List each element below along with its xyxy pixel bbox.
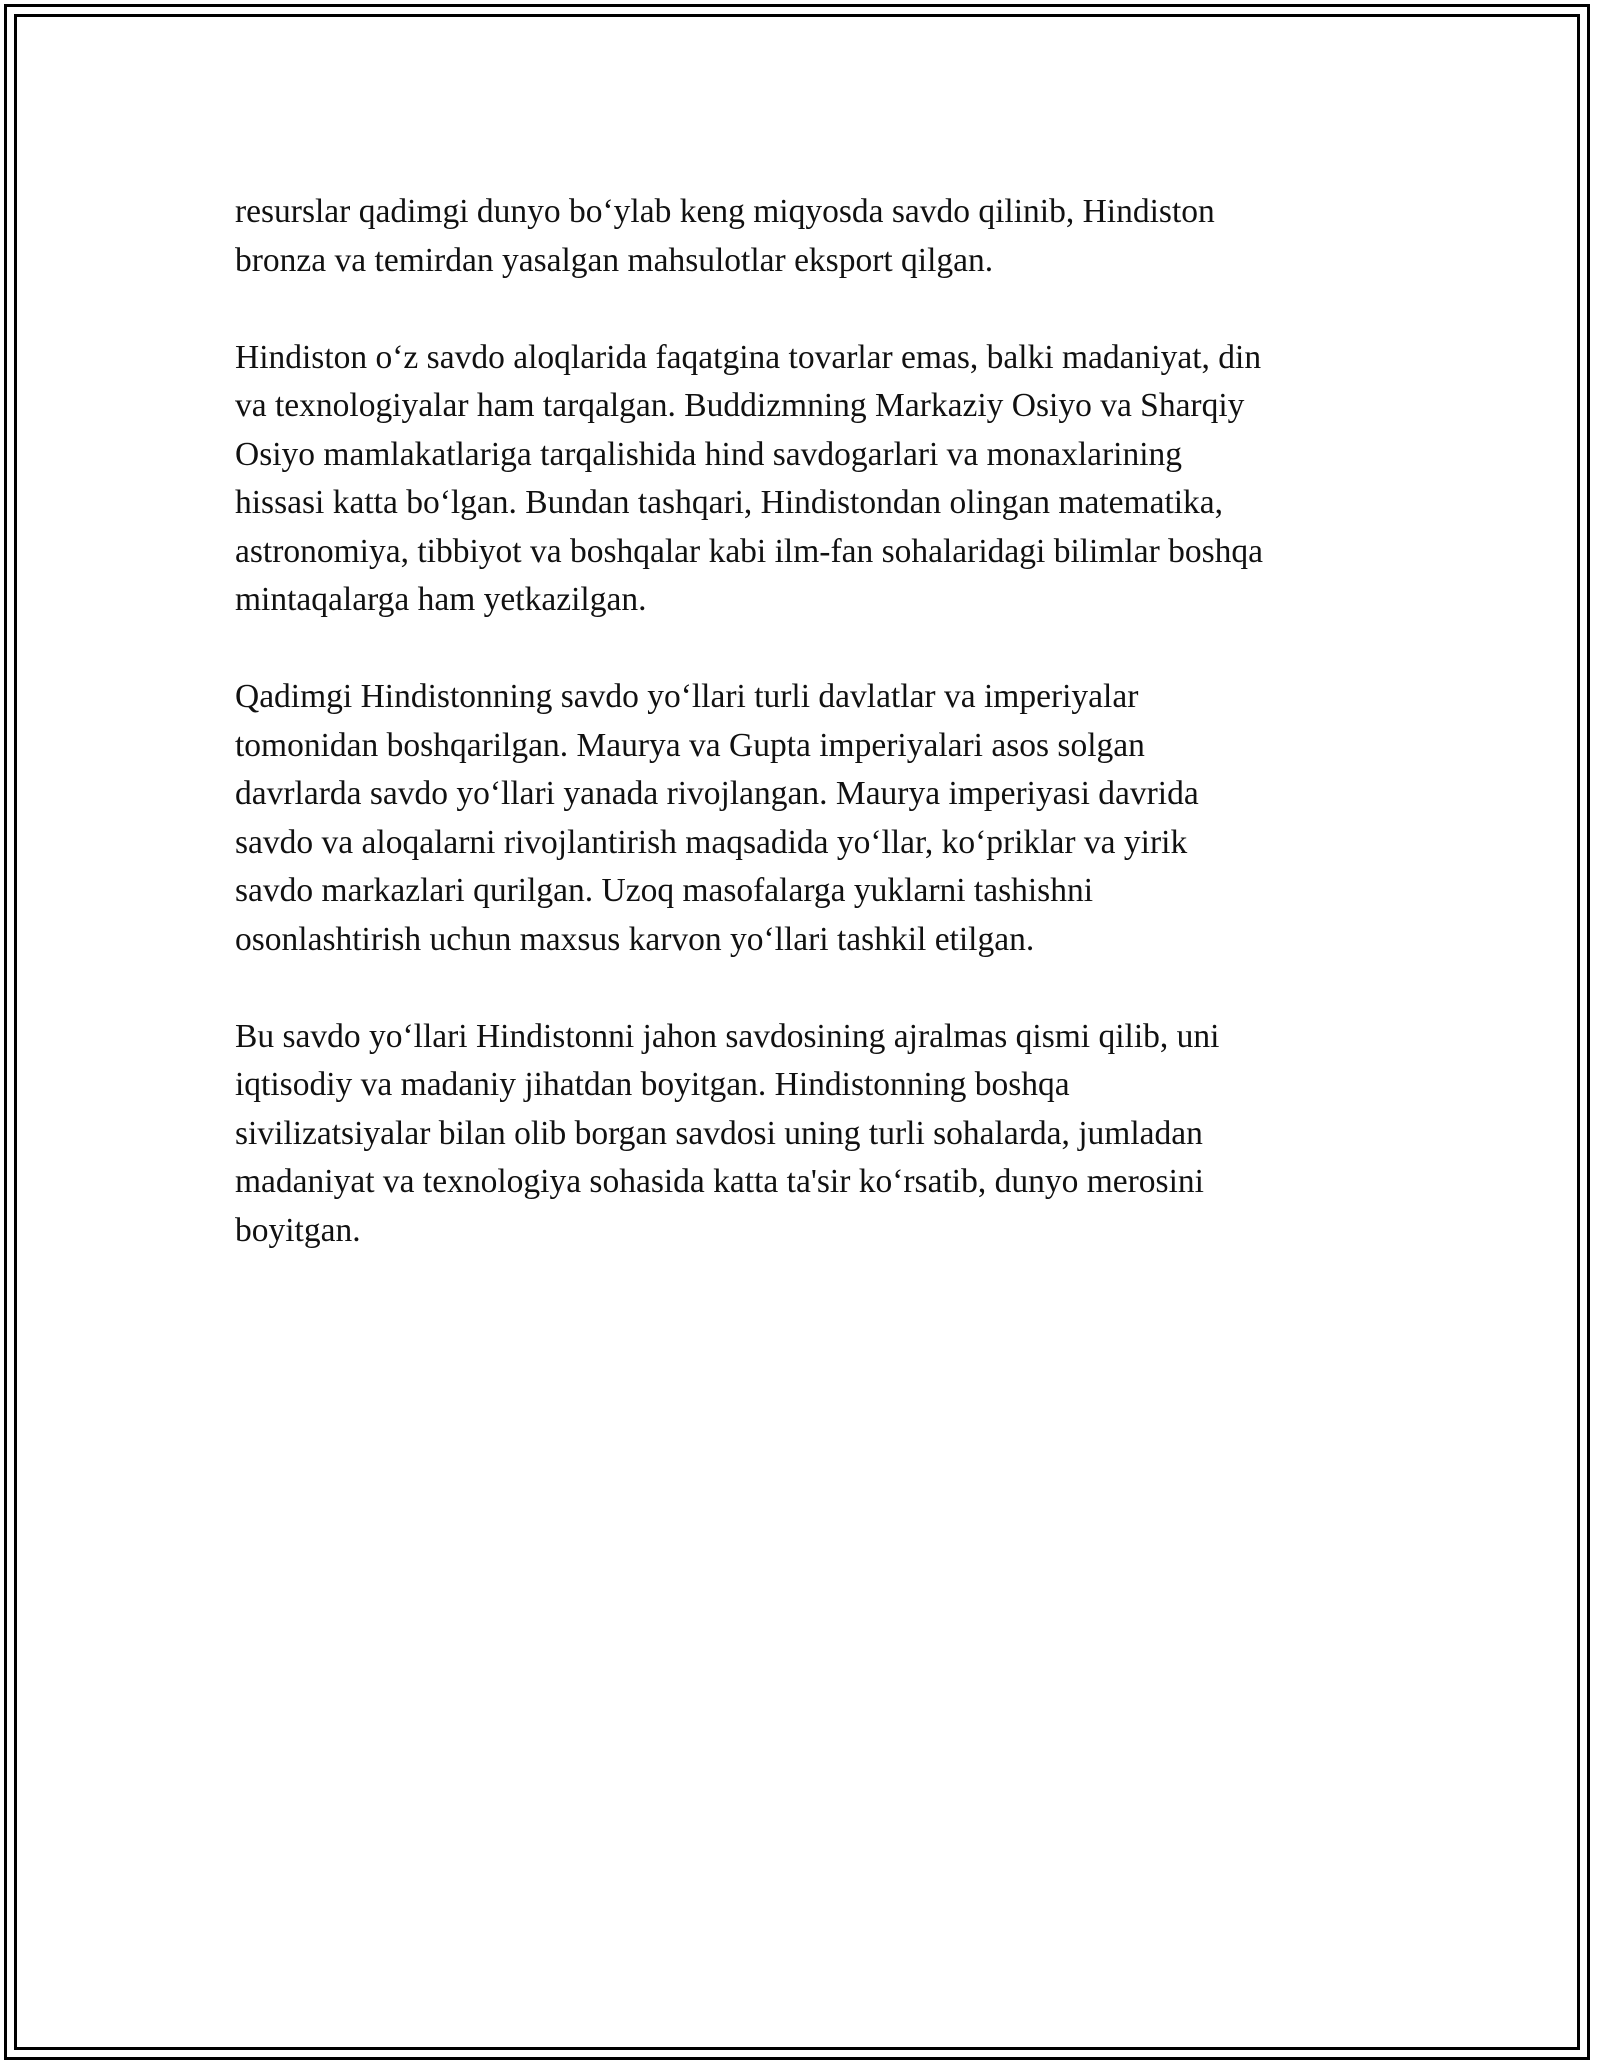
text-line: osonlashtirish uchun maxsus karvon yo‘llari tashkil etilgan. — [235, 920, 1035, 958]
text-line: Qadimgi Hindistonning savdo yo‘llari turli davlatlar va imperiyalar — [235, 678, 1139, 715]
text-line: savdo va aloqalarni rivojlantirish maqsadida yo‘llar, ko‘priklar va yirik — [235, 823, 1188, 861]
text-line: hissasi katta bo‘lgan. Bundan tashqari, Hindistondan olingan matematika, — [235, 484, 1224, 521]
text-line: mintaqalarga ham yetkazilgan. — [235, 581, 647, 618]
text-line: resurslar qadimgi dunyo bo‘ylab keng miqyosda savdo qilinib, Hindiston — [235, 193, 1215, 230]
text-line: madaniyat va texnologiya sohasida katta ta'sir ko‘rsatib, dunyo merosini — [235, 1163, 1204, 1200]
text-line: sivilizatsiyalar bilan olib borgan savdosi uning turli sohalarda, jumladan — [235, 1114, 1203, 1152]
text-line: astronomiya, tibbiyot va boshqalar kabi ilm-fan sohalaridagi bilimlar boshqa — [235, 532, 1264, 570]
text-line: Hindiston o‘z savdo aloqlarida faqatgina tovarlar emas, balki madaniyat, din — [235, 338, 1262, 376]
text-line: savdo markazlari qurilgan. Uzoq masofalarga yuklarni tashishni — [235, 872, 1094, 909]
text-line: boyitgan. — [235, 1211, 361, 1249]
text-line: davrlarda savdo yo‘llari yanada rivojlangan. Maurya imperiyasi davrida — [235, 775, 1199, 812]
text-line: iqtisodiy va madaniy jihatdan boyitgan. Hindistonning boshqa — [235, 1066, 1070, 1103]
paragraph-1 — [235, 188, 1375, 285]
text-line: Bu savdo yo‘llari Hindistonni jahon savdosining ajralmas qismi qilib, uni — [235, 1017, 1220, 1055]
text-line: va texnologiyalar ham tarqalgan. Buddizmning Markaziy Osiyo va Sharqiy — [235, 387, 1245, 424]
text-line: tomonidan boshqarilgan. Maurya va Gupta imperiyalari asos solgan — [235, 726, 1145, 764]
text-line: bronza va temirdan yasalgan mahsulotlar eksport qilgan. — [235, 241, 994, 279]
document-body — [235, 188, 1375, 1304]
paragraph-2 — [235, 334, 1375, 625]
paragraph-4 — [235, 1013, 1375, 1256]
text-line: Osiyo mamlakatlariga tarqalishida hind savdogarlari va monaxlarining — [235, 435, 1183, 473]
paragraph-3 — [235, 673, 1375, 964]
